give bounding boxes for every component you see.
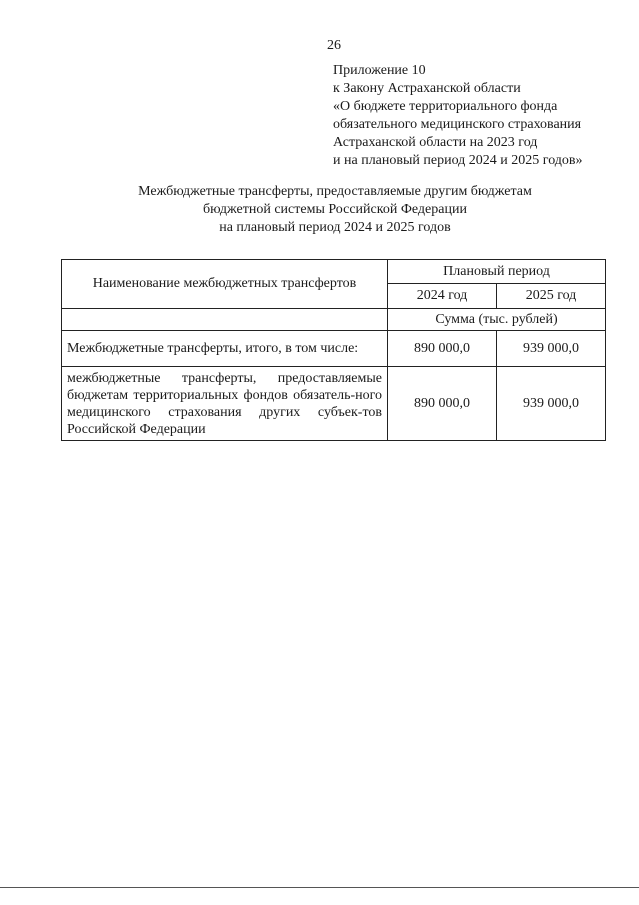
year-2024-header: 2024 год xyxy=(388,284,497,309)
row-name-cell: межбюджетные трансферты, предоставляемые бюджетам территориальных фондов обязатель-ного медицинского страхования других субъек-тов Российской Федерации xyxy=(62,367,388,441)
planning-period-header: Плановый период xyxy=(388,260,606,284)
name-column-header: Наименование межбюджетных трансфертов xyxy=(62,260,388,309)
table-row xyxy=(62,331,606,367)
appendix-line: к Закону Астраханской области xyxy=(333,81,521,96)
title-line: Межбюджетные трансферты, предоставляемые другим бюджетам xyxy=(138,184,532,199)
units-header: Сумма (тыс. рублей) xyxy=(388,309,606,331)
title-line: на плановый период 2024 и 2025 годов xyxy=(219,220,451,235)
appendix-line: Астраханской области на 2023 год xyxy=(333,135,538,150)
empty-cell xyxy=(62,309,388,331)
table-row xyxy=(62,367,606,441)
year-2025-header: 2025 год xyxy=(497,284,606,309)
appendix-line: Приложение 10 xyxy=(333,63,426,78)
value-2025-cell: 939 000,0 xyxy=(497,331,606,367)
appendix-line: обязательного медицинского страхования xyxy=(333,117,582,132)
page-number: 26 xyxy=(327,38,341,53)
appendix-block xyxy=(333,62,633,170)
appendix-line: и на плановый период 2024 и 2025 годов» xyxy=(333,153,583,168)
title-line: бюджетной системы Российской Федерации xyxy=(203,202,467,217)
value-2024-cell: 890 000,0 xyxy=(388,367,497,441)
transfers-table xyxy=(61,259,606,441)
appendix-line: «О бюджете территориального фонда xyxy=(333,99,558,114)
table-header-row xyxy=(62,260,606,284)
document-title xyxy=(60,183,610,237)
row-name-cell: Межбюджетные трансферты, итого, в том числе: xyxy=(62,331,388,367)
table-header-row xyxy=(62,309,606,331)
page-bottom-rule xyxy=(0,887,639,888)
value-2024-cell: 890 000,0 xyxy=(388,331,497,367)
value-2025-cell: 939 000,0 xyxy=(497,367,606,441)
